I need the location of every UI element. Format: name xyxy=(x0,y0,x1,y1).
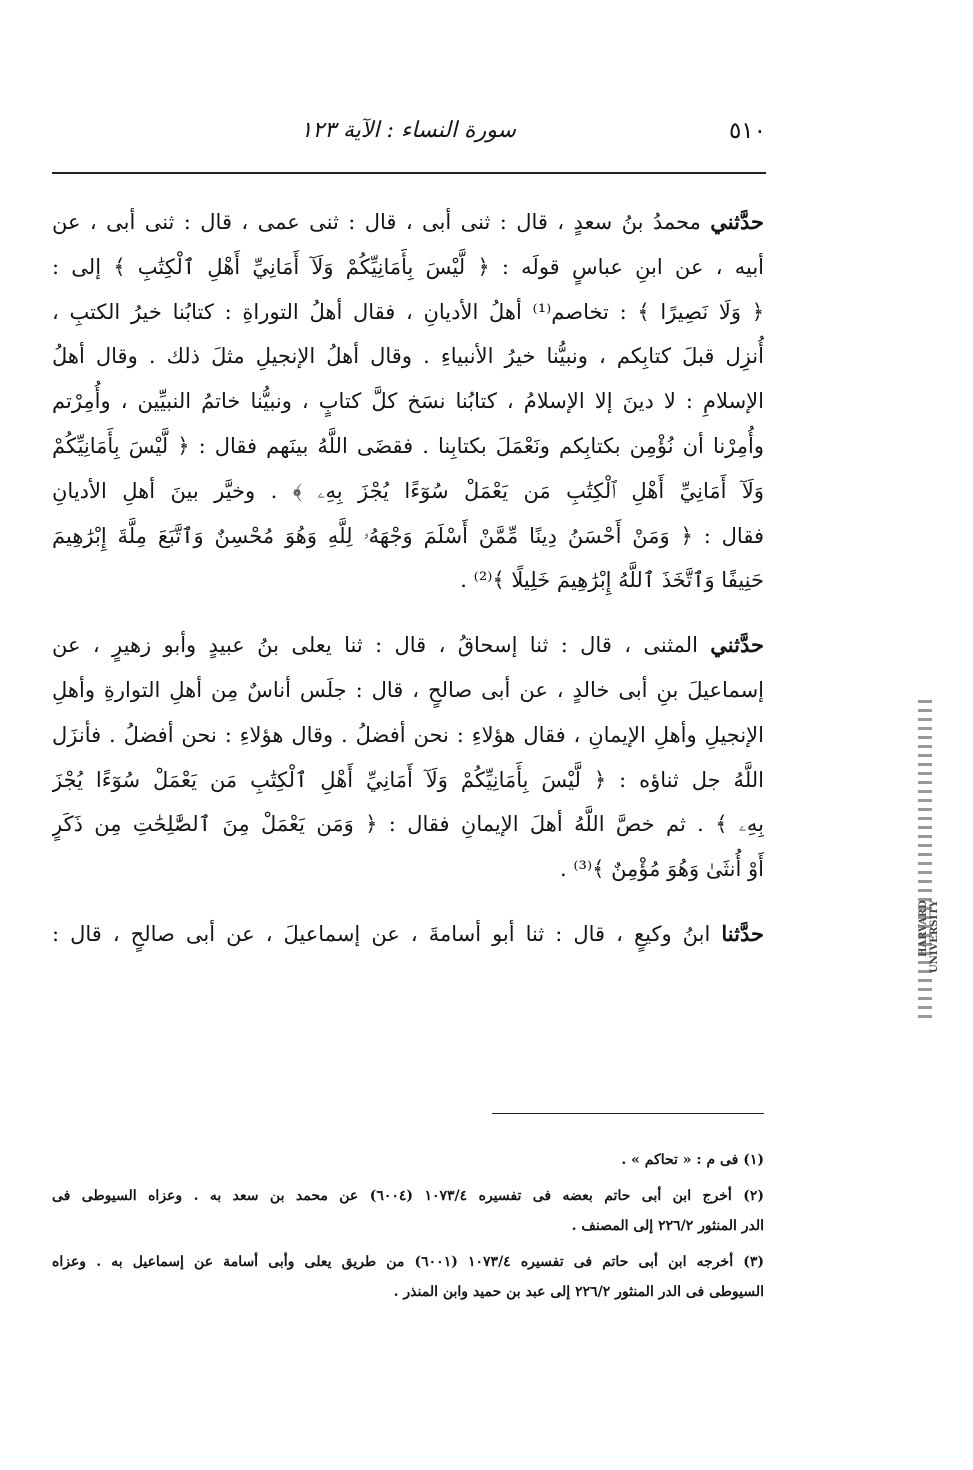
header-rule xyxy=(52,172,766,174)
line-text: المثنى ، قال : ثنا إسحاقُ ، قال : ثنا يعلى بنُ عبيدٍ وأبو زهيرٍ ، عن xyxy=(52,633,698,658)
text-line xyxy=(52,623,764,668)
main-text xyxy=(52,200,764,977)
text-line: إسماعيلَ بنِ أبى خالدٍ ، عن أبى صالحٍ ، قال : جلَس أناسٌ مِن أهلِ التوارةِ وأهلِ xyxy=(52,677,764,702)
narration-lead: حدَّثني xyxy=(710,632,764,658)
footnote xyxy=(52,1181,764,1241)
text-line: ﴿ وَلَا نَصِيرًا ﴾ : تخاصم⁽¹⁾ أهلُ الأديانِ ، فقال أهلُ التوراةِ : كتابُنا خيرُ الكتبِ ، xyxy=(52,299,764,324)
text-line: حَنِيفًا وَٱتَّخَذَ ٱللَّهُ إِبْرَٰهِيمَ خَلِيلًا ﴾⁽²⁾ . xyxy=(460,568,764,593)
paragraph xyxy=(52,623,764,892)
narration-lead: حدَّثنا xyxy=(721,920,764,946)
text-line: وَلَآ أَمَانِيِّ أَهْلِ ٱلْكِتَٰبِ مَن يَعْمَلْ سُوٓءًا يُجْزَ بِهِۦ ﴾ . وخيَّر بينَ أهلِ الأديانِ xyxy=(52,478,764,503)
text-line: أُنزِل قبلَ كتابِكم ، ونبيُّنا خيرُ الأنبياءِ . وقال أهلُ الإنجيلِ مثلَ ذلك . وقال أهلُ xyxy=(52,344,764,369)
footnote-line: السيوطى فى الدر المنثور ٢٢٦/٢ إلى عبد بن حميد وابن المنذر . xyxy=(393,1284,764,1300)
footnote-line: الدر المنثور ٢٢٦/٢ إلى المصنف . xyxy=(571,1218,764,1234)
text-line: بِهِۦ ﴾ . ثم خصَّ اللَّهُ أهلَ الإيمانِ فقال : ﴿ وَمَن يَعْمَلْ مِنَ ٱلصَّٰلِحَٰتِ مِن ذَكَرٍ xyxy=(52,812,764,837)
margin-stamp-text: HARVARD UNIVERSITY xyxy=(918,900,940,973)
text-line: الإنجيلِ وأهلِ الإيمانِ ، فقال هؤلاءِ : نحن أفضلُ . وقال هؤلاءِ : نحن أفضلُ . فأنزَل xyxy=(52,722,764,747)
paragraph xyxy=(52,200,764,603)
page-number: ٥١٠ xyxy=(728,118,766,144)
footnote-rule xyxy=(492,1113,764,1114)
text-line: فقال : ﴿ وَمَنْ أَحْسَنُ دِينًا مِّمَّنْ أَسْلَمَ وَجْهَهُۥ لِلَّهِ وَهُوَ مُحْسِنٌ وَٱتَّبَعَ مِلَّةَ إِبْرَٰهِيمَ xyxy=(52,523,764,548)
text-line: وأُمِرْنا أن نُؤْمِن بكتابِكم ونَعْمَلَ بكتابِنا . فقضَى اللَّهُ بينَهم فقال : ﴿ لَّيْسَ بِأَمَانِيِّكُمْ xyxy=(52,433,764,458)
text-line: أبيه ، عن ابنِ عباسٍ قولَه : ﴿ لَّيْسَ بِأَمَانِيِّكُمْ وَلَآ أَمَانِيِّ أَهْلِ ٱلْكِتَٰبِ ﴾ إلى : xyxy=(52,254,764,279)
running-title: سورة النساء : الآية ١٢٣ xyxy=(300,118,516,143)
text-line xyxy=(52,200,764,245)
footnote xyxy=(52,1247,764,1307)
library-margin-stamp xyxy=(918,700,940,1020)
narration-lead: حدَّثني xyxy=(710,209,764,234)
text-line xyxy=(52,912,764,957)
footnotes xyxy=(52,1145,764,1313)
footnote xyxy=(52,1145,764,1175)
line-text: محمدُ بنُ سعدٍ ، قال : ثنى أبى ، قال : ثنى عمى ، قال : ثنى أبى ، عن xyxy=(52,210,701,234)
page-header xyxy=(52,118,766,158)
footnote-line: (٢) أخرج ابن أبى حاتم بعضه فى تفسيره ١٠٧٣/٤ (٦٠٠٤) عن محمد بن سعد به . وعزاه السيوطى فى xyxy=(52,1188,764,1204)
text-line: الإسلامِ : لا دينَ إلا الإسلامُ ، كتابُنا نسَخ كلَّ كتابٍ ، ونبيُّنا خاتمُ النبيِّين ، وأُمِرْتم xyxy=(52,389,764,414)
paragraph xyxy=(52,912,764,957)
footnote-line: (١) فى م : « تحاكم » . xyxy=(621,1152,764,1168)
text-line: أَوْ أُنثَىٰ وَهُوَ مُؤْمِنٌ ﴾⁽³⁾ . xyxy=(560,857,764,882)
footnote-line: (٣) أخرجه ابن أبى حاتم فى تفسيره ١٠٧٣/٤ (٦٠٠١) من طريق يعلى وأبى أسامة عن إسماعيل به . وعزاه xyxy=(52,1254,764,1270)
line-text: ابنُ وكيعٍ ، قال : ثنا أبو أسامةَ ، عن إسماعيلَ ، عن أبى صالحٍ ، قال : xyxy=(52,921,711,946)
text-line: اللَّهُ جل ثناؤه : ﴿ لَّيْسَ بِأَمَانِيِّكُمْ وَلَآ أَمَانِيِّ أَهْلِ ٱلْكِتَٰبِ مَن يَعْمَلْ سُوٓءًا يُجْزَ xyxy=(52,767,764,792)
